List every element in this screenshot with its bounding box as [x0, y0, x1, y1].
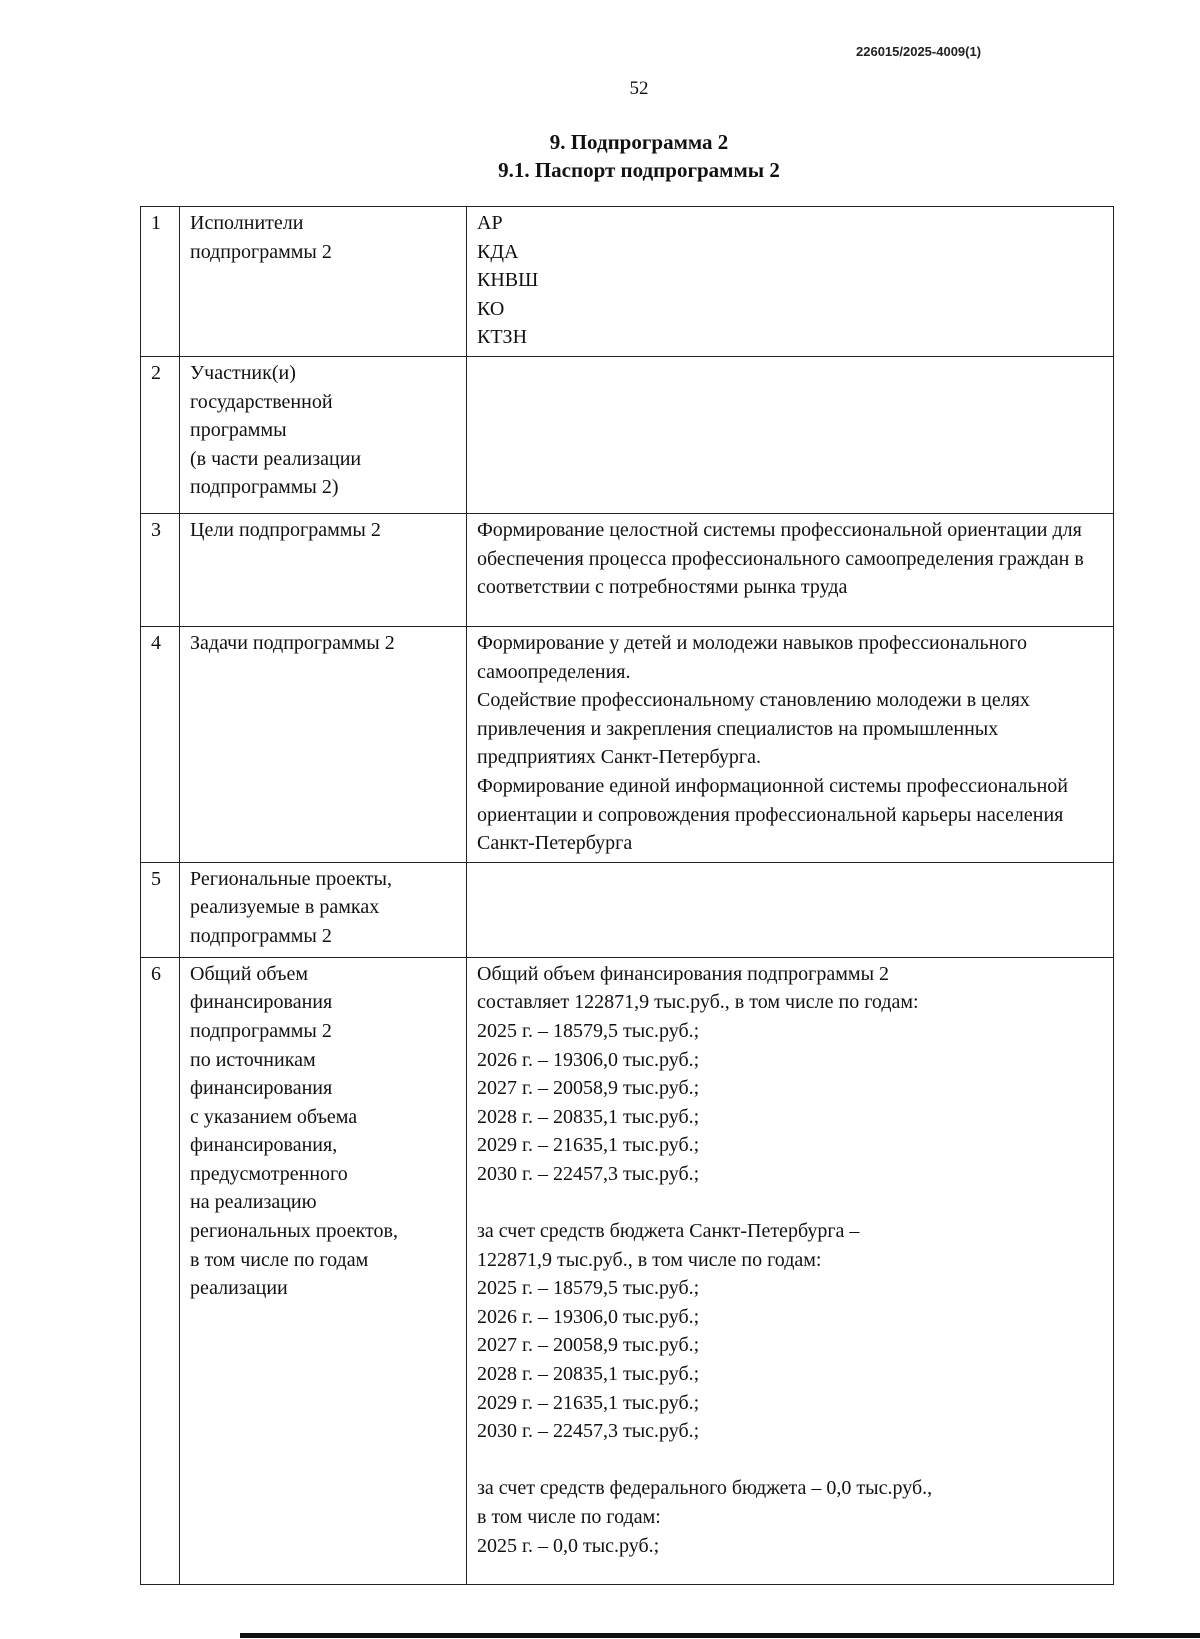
table-row [141, 207, 1114, 357]
section-title [0, 128, 1200, 184]
row-value: АР КДА КНВШ КО КТЗН [467, 207, 1114, 357]
row-label: Исполнители подпрограммы 2 [180, 207, 467, 357]
row-label: Общий объем финансирования подпрограммы 2 по источникам финансирования с указанием объема финансирования, предусмотренного на реализацию региональных проектов, в том числе по годам реализации [180, 957, 467, 1584]
row-number: 1 [141, 207, 180, 357]
table-row [141, 862, 1114, 957]
row-label: Цели подпрограммы 2 [180, 513, 467, 626]
row-number: 5 [141, 862, 180, 957]
row-value: Формирование у детей и молодежи навыков профессионального самоопределения. Содействие профессиональному становлению молодежи в целях привлечения и закрепления специалистов на промышленных предприятиях Санкт-Петербурга. Формирование единой информационной системы профессиональной ориентации и сопровождения профессиональной карьеры населения Санкт-Петербурга [467, 626, 1114, 862]
subprogram-passport-table [140, 206, 1114, 1585]
row-label: Региональные проекты, реализуемые в рамках подпрограммы 2 [180, 862, 467, 957]
row-label: Задачи подпрограммы 2 [180, 626, 467, 862]
section-title-line1: 9. Подпрограмма 2 [549, 130, 729, 154]
row-value [467, 356, 1114, 513]
row-number: 4 [141, 626, 180, 862]
row-number: 2 [141, 356, 180, 513]
document-id: 226015/2025-4009(1) [856, 44, 982, 59]
section-title-line2: 9.1. Паспорт подпрограммы 2 [498, 158, 780, 182]
row-number: 3 [141, 513, 180, 626]
table-row [141, 626, 1114, 862]
table-row [141, 513, 1114, 626]
table-row [141, 957, 1114, 1584]
row-label: Участник(и) государственной программы (в части реализации подпрограммы 2) [180, 356, 467, 513]
row-number: 6 [141, 957, 180, 1584]
table-row [141, 356, 1114, 513]
row-value: Формирование целостной системы профессиональной ориентации для обеспечения процесса профессионального самоопределения граждан в соответствии с потребностями рынка труда [467, 513, 1114, 626]
scan-bottom-rule [240, 1633, 1200, 1638]
row-value: Общий объем финансирования подпрограммы 2 составляет 122871,9 тыс.руб., в том числе по годам: 2025 г. – 18579,5 тыс.руб.; 2026 г. – 19306,0 тыс.руб.; 2027 г. – 20058,9 тыс.руб.; 2028 г. – 20835,1 тыс.руб.; 2029 г. – 21635,1 тыс.руб.; 2030 г. – 22457,3 тыс.руб.; за счет средств бюджета Санкт-Петербурга – 122871,9 тыс.руб., в том числе по годам: 2025 г. – 18579,5 тыс.руб.; 2026 г. – 19306,0 тыс.руб.; 2027 г. – 20058,9 тыс.руб.; 2028 г. – 20835,1 тыс.руб.; 2029 г. – 21635,1 тыс.руб.; 2030 г. – 22457,3 тыс.руб.; за счет средств федерального бюджета – 0,0 тыс.руб., в том числе по годам: 2025 г. – 0,0 тыс.руб.; [467, 957, 1114, 1584]
row-value [467, 862, 1114, 957]
page-number: 52 [629, 78, 649, 99]
